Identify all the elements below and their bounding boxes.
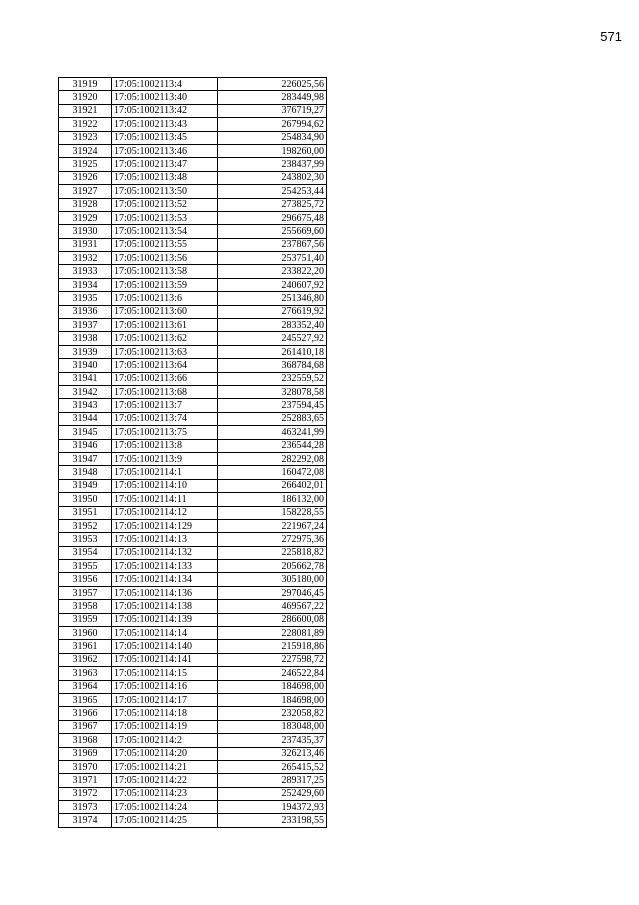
table-row [59, 667, 327, 680]
row-number-cell: 31970 [59, 760, 112, 773]
cadastral-number-cell: 17:05:1002113:56 [112, 252, 218, 265]
value-cell: 469567,22 [218, 600, 327, 613]
table-row [59, 158, 327, 171]
table-row [59, 332, 327, 345]
value-cell: 194372,93 [218, 801, 327, 814]
value-cell: 253751,40 [218, 252, 327, 265]
cadastral-number-cell: 17:05:1002114:17 [112, 693, 218, 706]
cadastral-number-cell: 17:05:1002114:20 [112, 747, 218, 760]
row-number-cell: 31931 [59, 238, 112, 251]
row-number-cell: 31934 [59, 278, 112, 291]
table-row [59, 265, 327, 278]
cadastral-number-cell: 17:05:1002113:42 [112, 104, 218, 117]
table-row [59, 506, 327, 519]
cadastral-number-cell: 17:05:1002114:21 [112, 760, 218, 773]
table-row [59, 573, 327, 586]
value-cell: 237594,45 [218, 399, 327, 412]
cadastral-number-cell: 17:05:1002113:62 [112, 332, 218, 345]
row-number-cell: 31948 [59, 466, 112, 479]
cadastral-number-cell: 17:05:1002113:50 [112, 185, 218, 198]
cadastral-number-cell: 17:05:1002114:16 [112, 680, 218, 693]
data-table [58, 77, 327, 828]
value-cell: 289317,25 [218, 774, 327, 787]
cadastral-number-cell: 17:05:1002114:14 [112, 627, 218, 640]
table-row [59, 760, 327, 773]
value-cell: 272975,36 [218, 533, 327, 546]
cadastral-number-cell: 17:05:1002113:6 [112, 292, 218, 305]
table-row [59, 680, 327, 693]
value-cell: 368784,68 [218, 359, 327, 372]
cadastral-number-cell: 17:05:1002113:60 [112, 305, 218, 318]
value-cell: 240607,92 [218, 278, 327, 291]
value-cell: 246522,84 [218, 667, 327, 680]
cadastral-number-cell: 17:05:1002113:54 [112, 225, 218, 238]
row-number-cell: 31925 [59, 158, 112, 171]
value-cell: 232058,82 [218, 707, 327, 720]
row-number-cell: 31967 [59, 720, 112, 733]
row-number-cell: 31964 [59, 680, 112, 693]
value-cell: 221967,24 [218, 519, 327, 532]
value-cell: 233822,20 [218, 265, 327, 278]
row-number-cell: 31966 [59, 707, 112, 720]
row-number-cell: 31952 [59, 519, 112, 532]
cadastral-number-cell: 17:05:1002113:40 [112, 91, 218, 104]
row-number-cell: 31944 [59, 412, 112, 425]
row-number-cell: 31919 [59, 78, 112, 91]
row-number-cell: 31972 [59, 787, 112, 800]
row-number-cell: 31971 [59, 774, 112, 787]
value-cell: 205662,78 [218, 560, 327, 573]
value-cell: 232559,52 [218, 372, 327, 385]
value-cell: 252429,60 [218, 787, 327, 800]
table-row [59, 613, 327, 626]
table-row [59, 278, 327, 291]
table-row [59, 533, 327, 546]
row-number-cell: 31941 [59, 372, 112, 385]
table-row [59, 171, 327, 184]
cadastral-number-cell: 17:05:1002114:23 [112, 787, 218, 800]
row-number-cell: 31940 [59, 359, 112, 372]
cadastral-number-cell: 17:05:1002114:136 [112, 586, 218, 599]
value-cell: 233198,55 [218, 814, 327, 827]
row-number-cell: 31974 [59, 814, 112, 827]
value-cell: 243802,30 [218, 171, 327, 184]
cadastral-number-cell: 17:05:1002114:141 [112, 653, 218, 666]
cadastral-number-cell: 17:05:1002113:46 [112, 144, 218, 157]
table-row [59, 426, 327, 439]
table-row [59, 747, 327, 760]
row-number-cell: 31969 [59, 747, 112, 760]
row-number-cell: 31946 [59, 439, 112, 452]
table-row [59, 546, 327, 559]
table-row [59, 519, 327, 532]
cadastral-number-cell: 17:05:1002114:11 [112, 493, 218, 506]
cadastral-number-cell: 17:05:1002114:19 [112, 720, 218, 733]
cadastral-number-cell: 17:05:1002113:68 [112, 385, 218, 398]
row-number-cell: 31962 [59, 653, 112, 666]
cadastral-number-cell: 17:05:1002113:4 [112, 78, 218, 91]
row-number-cell: 31959 [59, 613, 112, 626]
row-number-cell: 31926 [59, 171, 112, 184]
table-row [59, 412, 327, 425]
cadastral-number-cell: 17:05:1002113:43 [112, 118, 218, 131]
cadastral-number-cell: 17:05:1002114:134 [112, 573, 218, 586]
cadastral-number-cell: 17:05:1002114:22 [112, 774, 218, 787]
table-row [59, 560, 327, 573]
cadastral-number-cell: 17:05:1002113:7 [112, 399, 218, 412]
table-row [59, 466, 327, 479]
value-cell: 261410,18 [218, 345, 327, 358]
table-row [59, 372, 327, 385]
value-cell: 228081,89 [218, 627, 327, 640]
page-number: 571 [600, 29, 622, 44]
table-row [59, 252, 327, 265]
row-number-cell: 31958 [59, 600, 112, 613]
row-number-cell: 31963 [59, 667, 112, 680]
cadastral-number-cell: 17:05:1002113:53 [112, 211, 218, 224]
cadastral-number-cell: 17:05:1002113:48 [112, 171, 218, 184]
cadastral-number-cell: 17:05:1002113:61 [112, 319, 218, 332]
value-cell: 265415,52 [218, 760, 327, 773]
row-number-cell: 31921 [59, 104, 112, 117]
row-number-cell: 31920 [59, 91, 112, 104]
table-row [59, 452, 327, 465]
table-row [59, 185, 327, 198]
table-row [59, 78, 327, 91]
cadastral-number-cell: 17:05:1002113:45 [112, 131, 218, 144]
table-row [59, 104, 327, 117]
cadastral-number-cell: 17:05:1002113:59 [112, 278, 218, 291]
value-cell: 225818,82 [218, 546, 327, 559]
table-row [59, 238, 327, 251]
value-cell: 237435,37 [218, 734, 327, 747]
row-number-cell: 31953 [59, 533, 112, 546]
value-cell: 238437,99 [218, 158, 327, 171]
cadastral-number-cell: 17:05:1002114:133 [112, 560, 218, 573]
value-cell: 186132,00 [218, 493, 327, 506]
cadastral-number-cell: 17:05:1002114:138 [112, 600, 218, 613]
row-number-cell: 31927 [59, 185, 112, 198]
cadastral-number-cell: 17:05:1002114:129 [112, 519, 218, 532]
table-row [59, 653, 327, 666]
table-row [59, 211, 327, 224]
row-number-cell: 31943 [59, 399, 112, 412]
row-number-cell: 31930 [59, 225, 112, 238]
table-row [59, 144, 327, 157]
value-cell: 236544,28 [218, 439, 327, 452]
cadastral-number-cell: 17:05:1002114:12 [112, 506, 218, 519]
cadastral-number-cell: 17:05:1002114:139 [112, 613, 218, 626]
table-row [59, 479, 327, 492]
value-cell: 184698,00 [218, 693, 327, 706]
table-row [59, 586, 327, 599]
table-row [59, 801, 327, 814]
row-number-cell: 31924 [59, 144, 112, 157]
row-number-cell: 31933 [59, 265, 112, 278]
value-cell: 305180,00 [218, 573, 327, 586]
value-cell: 266402,01 [218, 479, 327, 492]
row-number-cell: 31957 [59, 586, 112, 599]
row-number-cell: 31923 [59, 131, 112, 144]
table-row [59, 774, 327, 787]
row-number-cell: 31929 [59, 211, 112, 224]
cadastral-number-cell: 17:05:1002113:64 [112, 359, 218, 372]
value-cell: 283352,40 [218, 319, 327, 332]
table-row [59, 734, 327, 747]
row-number-cell: 31942 [59, 385, 112, 398]
value-cell: 237867,56 [218, 238, 327, 251]
value-cell: 252883,65 [218, 412, 327, 425]
value-cell: 276619,92 [218, 305, 327, 318]
value-cell: 215918,86 [218, 640, 327, 653]
cadastral-number-cell: 17:05:1002113:66 [112, 372, 218, 385]
value-cell: 273825,72 [218, 198, 327, 211]
value-cell: 267994,62 [218, 118, 327, 131]
table-row [59, 627, 327, 640]
cadastral-number-cell: 17:05:1002114:13 [112, 533, 218, 546]
value-cell: 296675,48 [218, 211, 327, 224]
row-number-cell: 31960 [59, 627, 112, 640]
row-number-cell: 31922 [59, 118, 112, 131]
value-cell: 251346,80 [218, 292, 327, 305]
row-number-cell: 31968 [59, 734, 112, 747]
row-number-cell: 31955 [59, 560, 112, 573]
row-number-cell: 31965 [59, 693, 112, 706]
value-cell: 282292,08 [218, 452, 327, 465]
row-number-cell: 31945 [59, 426, 112, 439]
table-row [59, 359, 327, 372]
row-number-cell: 31973 [59, 801, 112, 814]
table-row [59, 439, 327, 452]
value-cell: 226025,56 [218, 78, 327, 91]
table-row [59, 814, 327, 827]
row-number-cell: 31949 [59, 479, 112, 492]
value-cell: 326213,46 [218, 747, 327, 760]
cadastral-number-cell: 17:05:1002113:75 [112, 426, 218, 439]
row-number-cell: 31932 [59, 252, 112, 265]
row-number-cell: 31928 [59, 198, 112, 211]
cadastral-number-cell: 17:05:1002113:8 [112, 439, 218, 452]
value-cell: 297046,45 [218, 586, 327, 599]
value-cell: 254253,44 [218, 185, 327, 198]
cadastral-number-cell: 17:05:1002114:18 [112, 707, 218, 720]
value-cell: 245527,92 [218, 332, 327, 345]
value-cell: 286600,08 [218, 613, 327, 626]
table-row [59, 198, 327, 211]
row-number-cell: 31954 [59, 546, 112, 559]
value-cell: 158228,55 [218, 506, 327, 519]
row-number-cell: 31956 [59, 573, 112, 586]
value-cell: 283449,98 [218, 91, 327, 104]
table-row [59, 305, 327, 318]
value-cell: 255669,60 [218, 225, 327, 238]
table-row [59, 131, 327, 144]
row-number-cell: 31950 [59, 493, 112, 506]
row-number-cell: 31936 [59, 305, 112, 318]
cadastral-number-cell: 17:05:1002114:1 [112, 466, 218, 479]
row-number-cell: 31961 [59, 640, 112, 653]
table-row [59, 385, 327, 398]
row-number-cell: 31939 [59, 345, 112, 358]
cadastral-number-cell: 17:05:1002114:15 [112, 667, 218, 680]
table-row [59, 787, 327, 800]
table-row [59, 319, 327, 332]
value-cell: 376719,27 [218, 104, 327, 117]
cadastral-number-cell: 17:05:1002113:47 [112, 158, 218, 171]
table-row [59, 693, 327, 706]
value-cell: 198260,00 [218, 144, 327, 157]
table-row [59, 600, 327, 613]
value-cell: 227598,72 [218, 653, 327, 666]
row-number-cell: 31937 [59, 319, 112, 332]
value-cell: 184698,00 [218, 680, 327, 693]
table-row [59, 720, 327, 733]
row-number-cell: 31935 [59, 292, 112, 305]
value-cell: 183048,00 [218, 720, 327, 733]
value-cell: 254834,90 [218, 131, 327, 144]
row-number-cell: 31947 [59, 452, 112, 465]
cadastral-number-cell: 17:05:1002113:55 [112, 238, 218, 251]
cadastral-number-cell: 17:05:1002114:24 [112, 801, 218, 814]
value-cell: 160472,08 [218, 466, 327, 479]
row-number-cell: 31951 [59, 506, 112, 519]
cadastral-number-cell: 17:05:1002113:9 [112, 452, 218, 465]
row-number-cell: 31938 [59, 332, 112, 345]
cadastral-number-cell: 17:05:1002114:2 [112, 734, 218, 747]
table-row [59, 399, 327, 412]
cadastral-number-cell: 17:05:1002114:140 [112, 640, 218, 653]
table-row [59, 707, 327, 720]
table-row [59, 640, 327, 653]
cadastral-number-cell: 17:05:1002113:58 [112, 265, 218, 278]
table-row [59, 118, 327, 131]
table-row [59, 292, 327, 305]
cadastral-number-cell: 17:05:1002114:25 [112, 814, 218, 827]
table-row [59, 225, 327, 238]
value-cell: 328078,58 [218, 385, 327, 398]
table-body [59, 78, 327, 828]
table-row [59, 91, 327, 104]
cadastral-number-cell: 17:05:1002114:132 [112, 546, 218, 559]
cadastral-number-cell: 17:05:1002113:63 [112, 345, 218, 358]
cadastral-number-cell: 17:05:1002113:74 [112, 412, 218, 425]
cadastral-number-cell: 17:05:1002114:10 [112, 479, 218, 492]
table-row [59, 493, 327, 506]
value-cell: 463241,99 [218, 426, 327, 439]
table-row [59, 345, 327, 358]
cadastral-number-cell: 17:05:1002113:52 [112, 198, 218, 211]
